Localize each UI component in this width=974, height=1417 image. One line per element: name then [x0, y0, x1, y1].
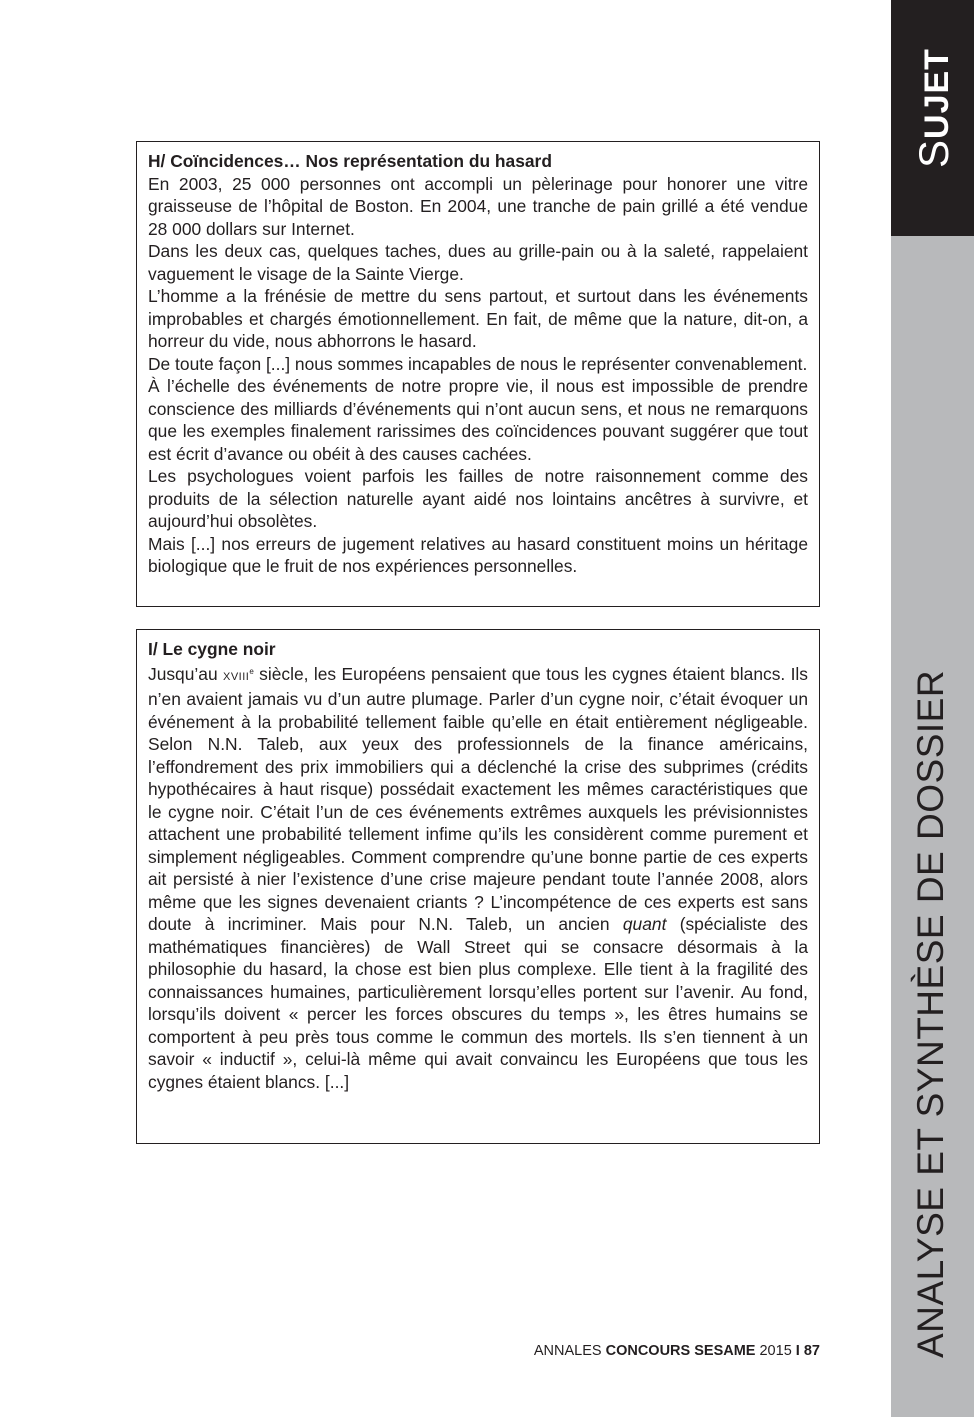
box-h-paragraph: À l’échelle des événements de notre propre vie, il nous est impossible de prendre conscience des milliards d’événements qui n’ont aucun sens, et nous ne remarquons que les exemples finalement rarissimes des coïncidences pouvant suggérer que tout est écrit d’avance ou obéit à des causes cachées.	[148, 376, 808, 464]
box-h-title: H/ Coïncidences… Nos représentation du hasard	[148, 151, 552, 171]
box-h-paragraph: De toute façon [...] nous sommes incapables de nous le représenter convenablement.	[148, 353, 808, 374]
century-superscript: e	[249, 666, 254, 676]
box-h-paragraph: Dans les deux cas, quelques taches, dues au grille-pain ou à la saleté, rappelaient vaguement le visage de la Sainte Vierge.	[148, 241, 808, 284]
box-h-paragraph: En 2003, 25 000 personnes ont accompli un pèlerinage pour honorer une vitre graisseuse de l’hôpital de Boston. En 2004, une tranche de pain grillé a été vendue 28 000 dollars sur Internet.	[148, 173, 808, 239]
box-h-paragraph: Mais [...] nos erreurs de jugement relatives au hasard constituent moins un héritage biologique que le fruit de nos expériences personnelles.	[148, 533, 808, 576]
box-i-paragraph: Jusqu’au XVIIIe siècle, les Européens pensaient que tous les cygnes étaient blancs. Ils n’en avaient jamais vu d’un autre plumage. Parler d’un cygne noir, c’était évoquer un événement à la probabilité tellement faible qu’elle en était entièrement négligeable. Selon N.N. Taleb, aux yeux des professionnels de la finance américains, l’effondrement des prix immobiliers qui a déclenché la crise des subprimes (crédits hypothécaires à haut risque) possédait exactement les mêmes caractéristiques que le cygne noir. C’était l’un de ces événements extrêmes auxquels les prévisionnistes attachent une probabilité tellement infime qu’ils les considèrent comme purement et simplement négligeables. Comment comprendre qu’une bonne partie de ces experts ait persisté à nier l’existence d’une crise majeure pendant toute l’année 2008, alors même que les signes devenaient criants ? L’incompétence de ces experts est sans doute à incriminer. Mais pour N.N. Taleb, un ancien quant (spécialiste des mathématiques financières) de Wall Street qui se consacre désormais à la philosophie du hasard, la chose est bien plus complexe. Elle tient à la fragilité des connaissances humaines, particulièrement lorsqu’elles portent sur l’avenir. Au fond, lorsqu’ils doivent « percer les forces obscures du temps », les êtres humains se comportent à peu près tous comme le commun des mortels. Ils s’en tiennent à un savoir « inductif », celui-là même qui avait convaincu les Européens que tous les cygnes étaient blancs. [...]	[148, 663, 808, 1092]
italic-term: quant	[622, 914, 667, 934]
document-box-i	[136, 629, 820, 1144]
box-h-paragraph: Les psychologues voient parfois les failles de notre raisonnement comme des produits de la sélection naturelle ayant aidé nos lointains ancêtres à survivre, et aujourd’hui obsolètes.	[148, 466, 808, 531]
page-footer: ANNALES CONCOURS SESAME 2015 I 87	[533, 1343, 820, 1359]
box-i-title: I/ Le cygne noir	[148, 639, 276, 659]
box-h-paragraph: L’homme a la frénésie de mettre du sens partout, et surtout dans les événements improbables et chargés émotionnellement. En fait, de même que la nature, dit-on, a horreur du vide, nous abhorrons le hasard.	[148, 286, 808, 351]
page-number: 87	[799, 1343, 820, 1359]
document-box-h	[136, 141, 820, 607]
side-label-sujet: SUJET	[910, 48, 957, 168]
century-numeral: XVIII	[223, 670, 250, 683]
side-label-section: ANALYSE ET SYNTHÈSE DE DOSSIER	[910, 669, 951, 1358]
